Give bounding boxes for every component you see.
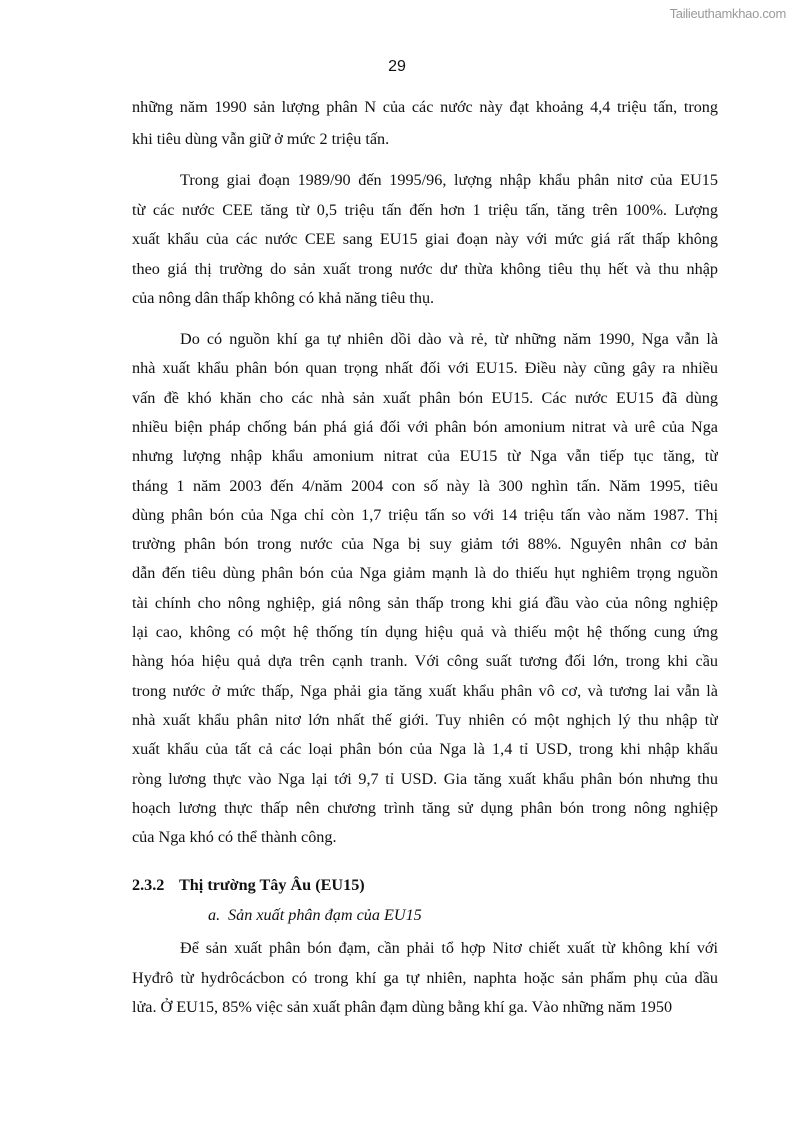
section-title: Thị trường Tây Âu (EU15) (179, 876, 365, 894)
paragraph-line: từ các nước CEE tăng từ 0,5 triệu tấn đến hơn 1 triệu tấn, tăng trên 100%. Lượng (132, 200, 718, 219)
paragraph-line: nhiều biện pháp chống bán phá giá đối với phân bón amonium nitrat và urê của Nga (132, 417, 718, 436)
paragraph-line: nhà xuất khẩu phân nitơ lớn nhất thế giới. Tuy nhiên có một nghịch lý thu nhập từ (132, 710, 718, 729)
paragraph-line: của Nga khó có thể thành công. (132, 828, 337, 847)
paragraph-line: tài chính cho nông nghiệp, giá nông sản thấp trong khi giá đầu vào của nông nghiệp (132, 593, 718, 612)
section-heading (132, 875, 365, 895)
paragraph-line: dùng phân bón của Nga chỉ còn 1,7 triệu tấn so với 14 triệu tấn vào năm 1987. Thị (132, 505, 718, 524)
paragraph-line: khi tiêu dùng vẫn giữ ở mức 2 triệu tấn. (132, 130, 390, 148)
paragraph-line: xuất khẩu của các nước CEE sang EU15 giai đoạn này với mức giá rất thấp không (132, 230, 718, 248)
paragraph-line: vấn đề khó khăn cho các nhà sản xuất phân bón EU15. Các nước EU15 đã dùng (132, 388, 718, 407)
paragraph-line: nhưng lượng nhập khẩu amonium nitrat của EU15 từ Nga vẫn tiếp tục tăng, từ (132, 447, 718, 466)
page-number: 29 (388, 58, 406, 75)
paragraph-line: trường phân bón trong nước của Nga bị suy giảm tới 88%. Nguyên nhân cơ bản (132, 535, 718, 554)
subsection-number: a. (208, 906, 221, 924)
subsection-title: Sản xuất phân đạm của EU15 (228, 906, 422, 924)
paragraph-line: Trong giai đoạn 1989/90 đến 1995/96, lượng nhập khẩu phân nitơ của EU15 (180, 171, 718, 189)
paragraph-line: hoạch lương thực thấp nên chương trình tăng sử dụng phân bón trong nông nghiệp (132, 798, 718, 817)
paragraph-line: ròng lương thực vào Nga lại tới 9,7 tỉ USD. Gia tăng xuất khẩu phân bón nhưng thu (132, 769, 718, 788)
paragraph-line: hàng hóa hiệu quả dựa trên cạnh tranh. Với công suất tương đối lớn, trong khi cầu (132, 652, 718, 671)
paragraph-line: lửa. Ở EU15, 85% việc sản xuất phân đạm dùng bằng khí ga. Vào những năm 1950 (132, 998, 673, 1016)
paragraph-line: tháng 1 năm 2003 đến 4/năm 2004 con số này là 300 nghìn tấn. Năm 1995, tiêu (132, 476, 718, 495)
paragraph-line: trong nước ở mức thấp, Nga phải gia tăng xuất khẩu phân vô cơ, và tương lai vẫn là (132, 681, 718, 700)
paragraph-line: Do có nguồn khí ga tự nhiên dồi dào và rẻ, từ những năm 1990, Nga vẫn là (180, 330, 718, 348)
paragraph-line: Hyđrô từ hydrôcácbon có trong khí ga tự nhiên, naphta hoặc sản phẩm phụ của dầu (132, 968, 718, 987)
section-number: 2.3.2 (132, 876, 165, 894)
watermark: Tailieuthamkhao.com (669, 6, 786, 21)
subsection-heading (208, 905, 422, 925)
paragraph-line: dẫn đến tiêu dùng phân bón của Nga giảm mạnh là do thiếu hụt nghiêm trọng nguồn (132, 564, 718, 583)
paragraph-line: Để sản xuất phân bón đạm, cần phải tổ hợp Nitơ chiết xuất từ không khí với (180, 939, 718, 957)
paragraph-line: nhà xuất khẩu phân bón quan trọng nhất đối với EU15. Điều này cũng gây ra nhiều (132, 359, 718, 378)
paragraph-line: lại cao, không có một hệ thống tín dụng hiệu quả và thiếu một hệ thống cung ứng (132, 623, 718, 641)
paragraph-line: của nông dân thấp không có khả năng tiêu thụ. (132, 289, 435, 307)
paragraph-line: theo giá thị trường do sản xuất trong nước dư thừa không tiêu thụ hết và thu nhập (132, 259, 718, 278)
paragraph-line: những năm 1990 sản lượng phân N của các nước này đạt khoảng 4,4 triệu tấn, trong (132, 98, 718, 116)
paragraph-line: xuất khẩu của tất cả các loại phân bón của Nga là 1,4 tỉ USD, trong khi nhập khẩu (132, 740, 718, 759)
